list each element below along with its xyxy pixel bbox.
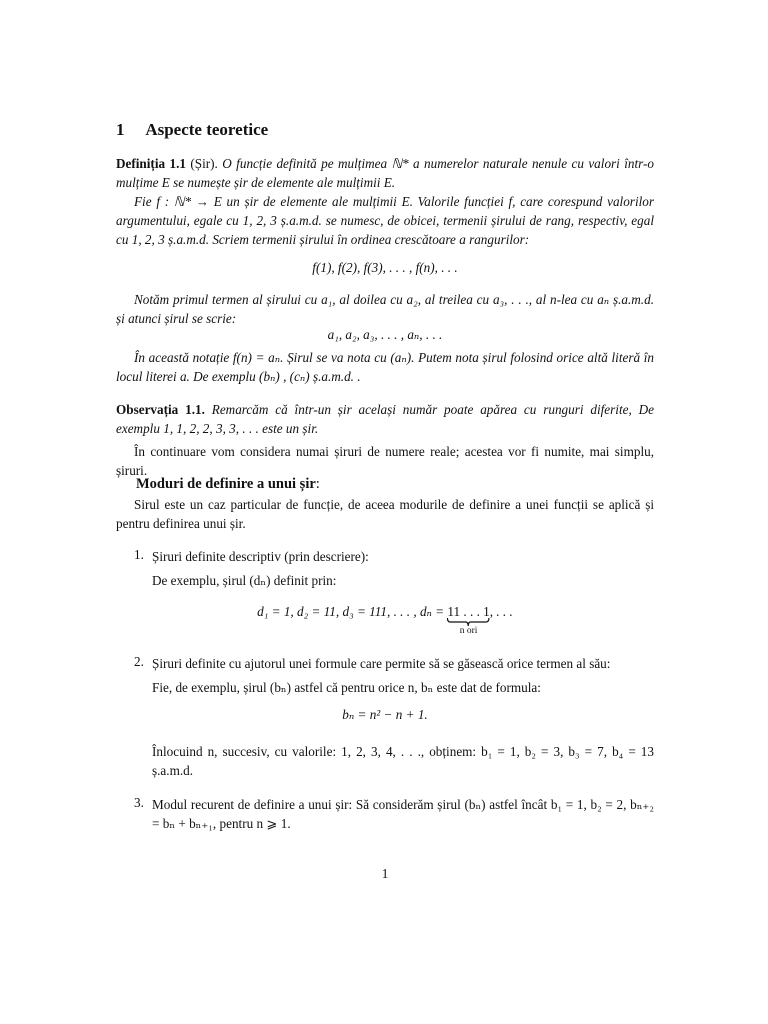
section-title xyxy=(116,120,268,140)
modes-intro: Sirul este un caz particular de funcție, de aceea modurile de definire a unei funcții se aplică și pentru definirea unui șir. xyxy=(116,497,654,531)
equation-a-sequence: a₁, a₂, a₃, . . . , aₙ, . . . xyxy=(327,327,443,342)
definition-paragraph-2: Fie f : ℕ* → E un șir de elemente ale mulțimii E. Valorile funcției f, care corespund valorilor argumentului, egale cu 1, 2, 3 ș.a.m.d. se numesc, de obicei, termenii șirului de rang, respectiv, egal cu 1, 2, 3 ș.a.m.d. Scriem termenii șirului în ordinea crescătoare a rangurilor: xyxy=(116,194,654,247)
underbrace-content: 11 . . . 1 xyxy=(447,604,490,619)
list-item-title: Șiruri definite descriptiv (prin descriere): xyxy=(152,549,369,564)
observation-label: Observația 1.1. xyxy=(116,402,205,417)
continuation-paragraph: În continuare vom considera numai șiruri de numere reale; acestea vor fi numite, mai simplu, șiruri. xyxy=(116,444,654,478)
underbrace-label: n ori xyxy=(459,626,478,636)
definition-text: O funcție definită pe mulțimea ℕ* a numerelor naturale nenule cu valori într-o mulțime E se numește șir de elemente ale mulțimii E. xyxy=(116,156,655,190)
list-item-after-text: Înlocuind n, succesiv, cu valorile: 1, 2, 3, 4, . . ., obținem: b₁ = 1, b₂ = 3, b₃ = 7, b₄ = 13 ș.a.m.d. xyxy=(152,744,654,778)
list-item-title: Șiruri definite cu ajutorul unei formule care permite să se găsească orice termen al său: xyxy=(152,656,611,671)
equation-d-sequence xyxy=(116,604,654,636)
observation-block xyxy=(116,400,654,438)
modes-heading: Moduri de definire a unui șir: xyxy=(136,476,320,492)
definition-block xyxy=(116,154,654,192)
section-number: 1 xyxy=(116,120,125,139)
list-item-title: Modul recurent de definire a unui șir: Să considerăm șirul (bₙ) astfel încât b₁ = 1, b₂ = 2, bₙ₊₂ = bₙ + bₙ₊₁, pentru n ⩾ 1. xyxy=(152,797,654,831)
equation-d-left: d₁ = 1, d₂ = 11, d₃ = 111, . . . , dₙ = xyxy=(257,604,445,619)
definition-name: (Șir). xyxy=(190,156,218,171)
modes-heading-text: Moduri de definire a unui șir xyxy=(136,476,316,492)
equation-b-formula: bₙ = n² − n + 1. xyxy=(342,707,428,722)
equation-d-right: , . . . xyxy=(489,604,513,619)
list-item-number: 1. xyxy=(134,547,144,562)
equation-f-sequence: f(1), f(2), f(3), . . . , f(n), . . . xyxy=(312,260,458,275)
list-item-number: 3. xyxy=(134,795,144,810)
definition-paragraph-3: Notăm primul termen al șirului cu a₁, al doilea cu a₂, al treilea cu a₃, . . ., al n-lea cu aₙ ș.a.m.d. și atunci șirul se scrie: xyxy=(116,292,654,326)
list-item-text: De exemplu, șirul (dₙ) definit prin: xyxy=(152,573,337,588)
definition-paragraph-4: În această notație f(n) = aₙ. Șirul se va nota cu (aₙ). Putem nota șirul folosind orice altă literă în locul literei a. De exemplu (bₙ) , (cₙ) ș.a.m.d. . xyxy=(116,350,654,384)
observation-text: Remarcăm că într-un șir același număr poate apărea cu runguri diferite, De exemplu 1, 1, 2, 2, 3, 3, . . . este un șir. xyxy=(116,402,654,436)
definition-label: Definiția 1.1 xyxy=(116,156,186,171)
list-item-text: Fie, de exemplu, șirul (bₙ) astfel că pentru orice n, bₙ este dat de formula: xyxy=(152,680,541,695)
list-item-number: 2. xyxy=(134,654,144,669)
page-number: 1 xyxy=(381,866,389,881)
underbrace-group xyxy=(447,604,490,636)
section-title-text: Aspecte teoretice xyxy=(145,120,269,139)
